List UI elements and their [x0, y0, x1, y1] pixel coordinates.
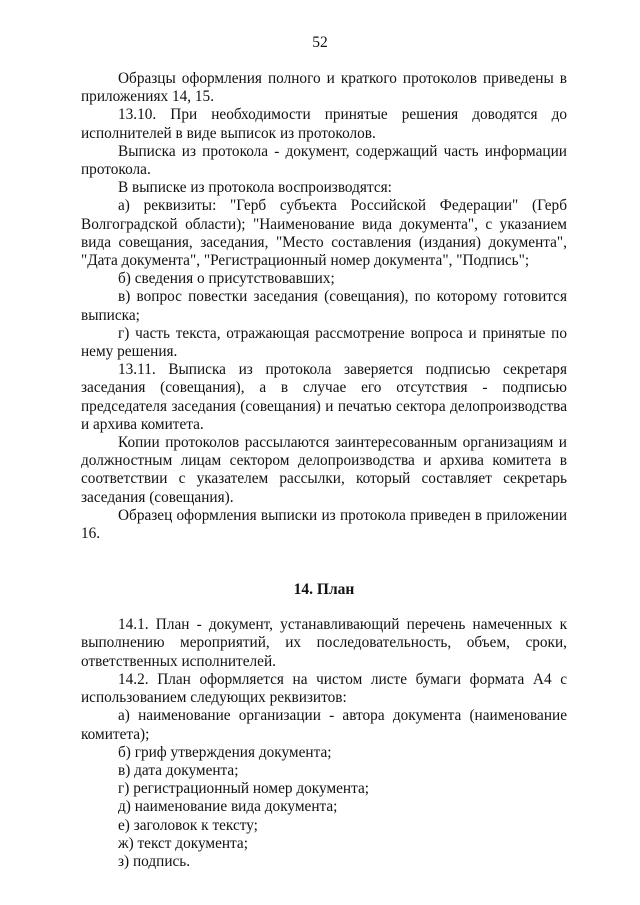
paragraph: Образец оформления выписки из протокола приведен в приложении 16. [81, 506, 567, 543]
page-number: 52 [312, 34, 328, 51]
paragraph: Копии протоколов рассылаются заинтересованным организациям и должностным лицам сектором делопроизводства и архива комитета в соответствии с указателем рассылки, который составляет секретарь заседания (совещания). [81, 434, 567, 506]
list-item: а) наименование организации - автора документа (наименование комитета); [81, 707, 567, 743]
paragraph: Выписка из протокола - документ, содержащий часть информации протокола. [81, 142, 567, 179]
paragraph: 13.10. При необходимости принятые решения доводятся до исполнителей в виде выписок из протоколов. [81, 106, 567, 142]
paragraph: 13.11. Выписка из протокола заверяется подписью секретаря заседания (совещания), а в случае его отсутствия - подписью председателя заседания (совещания) и печатью сектора делопроизводства и архива комитета. [81, 361, 567, 433]
list-item: г) часть текста, отражающая рассмотрение вопроса и принятые по нему решения. [81, 324, 567, 361]
section-heading: 14. План [293, 581, 355, 599]
paragraph: Образцы оформления полного и краткого протоколов приведены в приложениях 14, 15. [81, 70, 567, 106]
list-item: ж) текст документа; [118, 834, 248, 852]
paragraph: 14.1. План - документ, устанавливающий перечень намеченных к выполнению мероприятий, их последовательность, объем, сроки, ответственных исполнителей. [81, 616, 567, 670]
paragraph: В выписке из протокола воспроизводятся: [118, 179, 392, 197]
list-item: в) вопрос повестки заседания (совещания), по которому готовится выписка; [81, 288, 567, 324]
list-item: б) гриф утверждения документа; [118, 743, 332, 761]
list-item: е) заголовок к тексту; [118, 816, 258, 834]
list-item: д) наименование вида документа; [118, 798, 338, 816]
list-item: а) реквизиты: "Герб субъекта Российской Федерации" (Герб Волгоградской области); "Наименование вида документа", с указанием вида совещания, заседания, "Место составления (издания) документа", "Дата документа", "Регистрационный номер документа", "Подпись"; [81, 197, 567, 270]
list-item: в) дата документа; [118, 761, 239, 779]
document-body [81, 70, 567, 871]
list-item: г) регистрационный номер документа; [118, 780, 370, 798]
list-item: з) подпись. [118, 852, 191, 870]
paragraph: 14.2. План оформляется на чистом листе бумаги формата А4 с использованием следующих реквизитов: [81, 670, 567, 707]
list-item: б) сведения о присутствовавших; [118, 270, 335, 288]
